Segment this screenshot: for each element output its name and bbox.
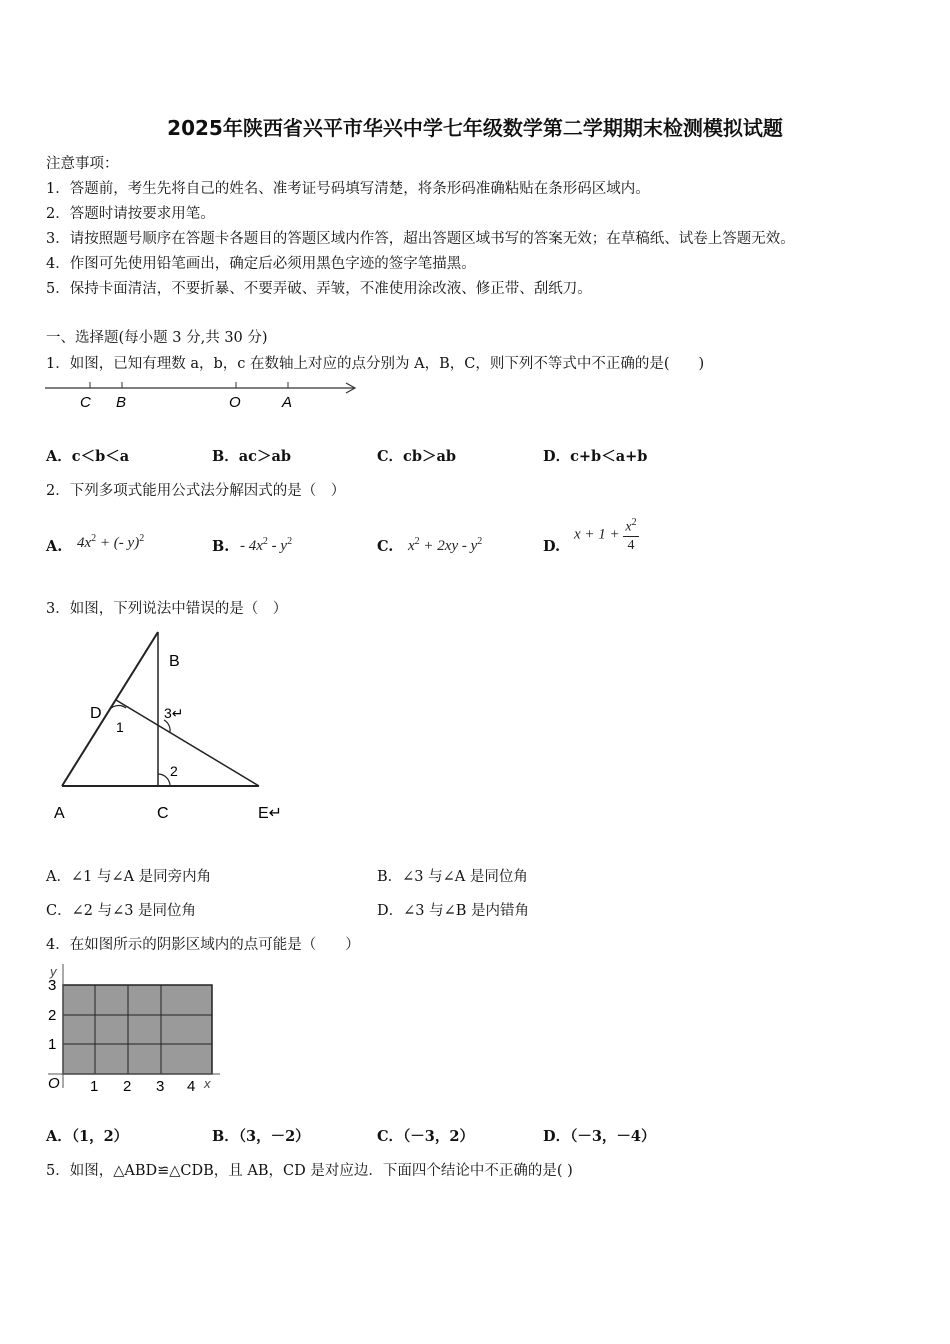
q2-option-c-expr[interactable]: $x^2 + 2xy - y^2$ bbox=[408, 536, 483, 554]
question-4-text: 4．在如图所示的阴影区域内的点可能是（ ） bbox=[46, 937, 360, 953]
q2-option-a-letter[interactable]: A. bbox=[46, 538, 63, 555]
y-tick-1: 1 bbox=[48, 1036, 57, 1053]
q2-option-d-letter[interactable]: D. bbox=[543, 538, 561, 555]
shaded-region bbox=[63, 985, 212, 1074]
q2-option-c-letter[interactable]: C. bbox=[377, 538, 394, 555]
y-tick-3: 3 bbox=[48, 977, 57, 994]
q3-option-b[interactable]: B．∠3 与∠A 是同位角 bbox=[377, 869, 528, 885]
label-c: C bbox=[157, 805, 169, 822]
q4-option-c[interactable]: C．（－3，2） bbox=[377, 1128, 474, 1145]
origin-label: O bbox=[48, 1075, 60, 1092]
label-a: A bbox=[54, 805, 65, 822]
notice-item-1: 1．答题前，考生先将自己的姓名、准考证号码填写清楚，将条形码准确粘贴在条形码区域内。 bbox=[46, 181, 650, 197]
y-tick-2: 2 bbox=[48, 1007, 57, 1024]
notice-item-5: 5．保持卡面清洁，不要折暴、不要弄破、弄皱，不准使用涂改液、修正带、刮纸刀。 bbox=[46, 281, 592, 297]
triangle-figure bbox=[46, 628, 286, 828]
q3-option-d[interactable]: D．∠3 与∠B 是内错角 bbox=[377, 903, 530, 919]
line-de bbox=[116, 700, 259, 786]
x-tick-1: 1 bbox=[90, 1078, 99, 1095]
label-e: E↵ bbox=[258, 805, 283, 822]
q2-option-d-expr[interactable]: x + 1 + $\frac{x^2}{4}$ bbox=[574, 517, 637, 553]
q2-option-b-expr[interactable]: - $4x^2 - y^2$ bbox=[240, 536, 293, 554]
angle-2-arc bbox=[158, 774, 170, 786]
y-axis-label: y bbox=[50, 964, 57, 979]
x-tick-3: 3 bbox=[156, 1078, 165, 1095]
question-2-text: 2．下列多项式能用公式法分解因式的是（ ） bbox=[46, 483, 346, 499]
label-angle-1: 1 bbox=[116, 719, 124, 735]
q1-option-c[interactable]: C．cb＞ab bbox=[377, 448, 457, 465]
q4-option-b[interactable]: B．（3，－2） bbox=[212, 1128, 310, 1145]
x-axis-label: x bbox=[204, 1076, 211, 1091]
q1-option-b[interactable]: B．ac＞ab bbox=[212, 448, 292, 465]
notice-item-3: 3．请按照题号顺序在答题卡各题目的答题区域内作答，超出答题区域书写的答案无效；在草稿纸、试卷上答题无效。 bbox=[46, 231, 795, 247]
q4-option-d[interactable]: D．（－3，－4） bbox=[543, 1128, 656, 1145]
notice-heading: 注意事项： bbox=[46, 156, 119, 172]
grid-figure bbox=[44, 958, 224, 1098]
q3-option-c[interactable]: C．∠2 与∠3 是同位角 bbox=[46, 903, 197, 919]
label-angle-2: 2 bbox=[170, 763, 178, 779]
label-angle-3: 3↵ bbox=[164, 705, 184, 721]
page-title: 2025年陕西省兴平市华兴中学七年级数学第二学期期末检测模拟试题 bbox=[167, 116, 783, 140]
question-3-text: 3．如图，下列说法中错误的是（ ） bbox=[46, 601, 288, 617]
q1-option-a[interactable]: A．c＜b＜a bbox=[46, 448, 130, 465]
label-b: B bbox=[169, 653, 180, 670]
x-tick-4: 4 bbox=[187, 1078, 196, 1095]
notice-item-2: 2．答题时请按要求用笔。 bbox=[46, 206, 215, 222]
number-line-figure bbox=[42, 376, 362, 412]
x-tick-2: 2 bbox=[123, 1078, 132, 1095]
q3-option-a[interactable]: A．∠1 与∠A 是同旁内角 bbox=[46, 869, 212, 885]
axis-label-b: B bbox=[116, 394, 127, 411]
notice-item-4: 4．作图可先使用铅笔画出，确定后必须用黑色字迹的签字笔描黑。 bbox=[46, 256, 476, 272]
q2-option-a-expr[interactable]: $4x^2$ + (- y)$^2$ bbox=[77, 533, 145, 551]
question-1-text: 1．如图，已知有理数 a，b，c 在数轴上对应的点分别为 A，B，C，则下列不等式中不正确的是( ) bbox=[46, 356, 705, 372]
q1-option-d[interactable]: D．c+b＜a+b bbox=[543, 448, 648, 465]
axis-label-a: A bbox=[282, 394, 293, 411]
axis-label-c: C bbox=[80, 394, 91, 411]
axis-label-o: O bbox=[229, 394, 241, 411]
section-heading: 一、选择题(每小题 3 分,共 30 分) bbox=[46, 330, 268, 346]
q4-option-a[interactable]: A．（1，2） bbox=[46, 1128, 129, 1145]
q2-option-b-letter[interactable]: B. bbox=[212, 538, 230, 555]
label-d: D bbox=[90, 705, 102, 722]
question-5-text: 5．如图，△ABD≌△CDB，且 AB，CD 是对应边．下面四个结论中不正确的是( ) bbox=[46, 1163, 573, 1179]
